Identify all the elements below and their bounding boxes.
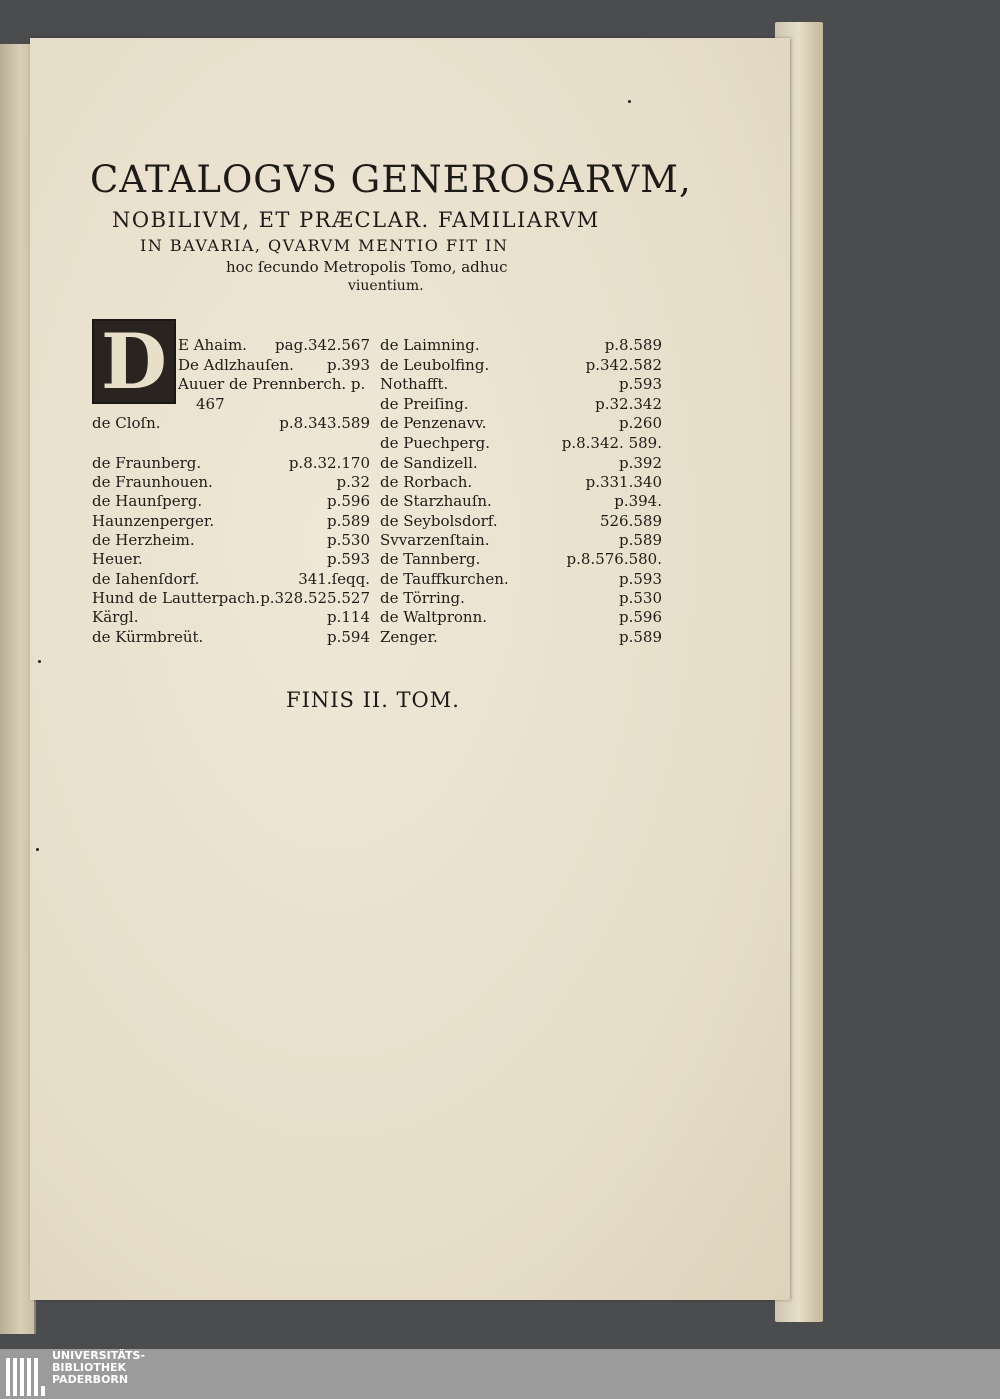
left-entry-name: de Cloſn.	[92, 414, 161, 432]
right-entry-name: de Törring.	[380, 589, 465, 607]
right-entry-page: p.593	[618, 570, 662, 588]
ink-speck	[36, 848, 39, 851]
right-entry-name: de Waltpronn.	[380, 608, 488, 626]
left-entry-name: E Ahaim.	[178, 336, 247, 354]
right-entry-name: de Rorbach.	[380, 473, 473, 491]
right-entry-name: de Puechperg.	[380, 434, 490, 452]
right-entry-page: p.342.582	[585, 356, 662, 374]
left-entry-name: Haunzenperger.	[92, 512, 215, 530]
left-entry-name: de Haunſperg.	[92, 492, 203, 510]
catalog-title: CATALOGVS GENEROSARVM,	[90, 158, 692, 201]
left-entry-name: Heuer.	[92, 550, 143, 568]
right-entry-name: de Tauffkurchen.	[380, 570, 509, 588]
library-line-2: BIBLIOTHEK	[52, 1361, 127, 1374]
left-entry-name: de Kürmbreüt.	[92, 628, 204, 646]
left-entry-name: De Adlzhauſen.	[178, 356, 294, 374]
left-entry-page: p.328.525.527	[260, 589, 370, 607]
left-entry-page: 341.ſeqq.	[298, 570, 370, 588]
right-entry-page: p.394.	[614, 492, 662, 510]
left-entry-name: 467	[196, 395, 225, 413]
right-entry-page: p.589	[618, 531, 662, 549]
left-entry-page: p.596	[326, 492, 370, 510]
left-entry-page: p.589	[326, 512, 370, 530]
left-entry-page: p.8.32.170	[288, 454, 370, 472]
decorated-initial	[92, 316, 176, 406]
right-entry-page: p.593	[618, 375, 662, 393]
right-entry-page: p.530	[618, 589, 662, 607]
right-entry-name: Zenger.	[380, 628, 438, 646]
right-entry-page: p.260	[618, 414, 662, 432]
left-entry-name: de Fraunhouen.	[92, 473, 213, 491]
right-entry-name: de Seybolsdorf.	[380, 512, 498, 530]
left-entry-name: Auuer de Prennberch. p.	[178, 375, 366, 393]
right-entry-name: de Starzhauſn.	[380, 492, 492, 510]
library-logo-icon	[0, 1352, 46, 1396]
finis-line: FINIS II. TOM.	[286, 688, 460, 712]
right-entry-page: 526.589	[599, 512, 662, 530]
library-line-1: UNIVERSITÄTS-	[52, 1349, 146, 1362]
ink-speck	[38, 660, 41, 663]
catalog-subtitle-4: viuentium.	[348, 278, 424, 294]
right-entry-name: de Leubolfing.	[380, 356, 490, 374]
left-entry-page: p.530	[326, 531, 370, 549]
left-entry-page: pag.342.567	[275, 336, 370, 354]
right-entry-page: p.8.589	[604, 336, 662, 354]
right-entry-name: de Laimning.	[380, 336, 480, 354]
right-entry-page: p.8.342. 589.	[561, 434, 662, 452]
right-entry-name: de Tannberg.	[380, 550, 481, 568]
catalog-subtitle-2: IN BAVARIA, QVARVM MENTIO FIT IN	[140, 236, 509, 255]
right-entry-name: de Preiſing.	[380, 395, 469, 413]
right-entry-page: p.589	[618, 628, 662, 646]
left-entry-name: Hund de Lautterpach.	[92, 589, 261, 607]
right-entry-page: p.32.342	[595, 395, 662, 413]
right-entry-name: Svvarzenſtain.	[380, 531, 490, 549]
right-entry-name: de Penzenavv.	[380, 414, 487, 432]
left-entry-name: de Iahenſdorf.	[92, 570, 200, 588]
left-entry-page: p.593	[326, 550, 370, 568]
catalog-subtitle-3: hoc ſecundo Metropolis Tomo, adhuc	[226, 258, 508, 276]
left-entry-page: p.114	[326, 608, 370, 626]
right-entry-name: Nothafft.	[380, 375, 449, 393]
right-entry-page: p.331.340	[585, 473, 662, 491]
right-entry-page: p.392	[618, 454, 662, 472]
footer-bar	[0, 1349, 1000, 1399]
catalog-subtitle-1: NOBILIVM, ET PRÆCLAR. FAMILIARVM	[112, 208, 600, 232]
right-entry-name: de Sandizell.	[380, 454, 478, 472]
left-entry-name: de Herzheim.	[92, 531, 195, 549]
left-entry-page: p.393	[326, 356, 370, 374]
left-entry-page: p.32	[336, 473, 370, 491]
right-entry-page: p.596	[618, 608, 662, 626]
ink-speck	[628, 100, 631, 103]
initial-letter: D	[101, 316, 167, 406]
left-entry-name: Kärgl.	[92, 608, 139, 626]
library-logo-text	[52, 1350, 145, 1386]
library-line-3: PADERBORN	[52, 1373, 129, 1386]
left-entry-page: p.594	[326, 628, 370, 646]
right-entry-page: p.8.576.580.	[566, 550, 662, 568]
left-entry-name: de Fraunberg.	[92, 454, 202, 472]
book-page	[30, 38, 790, 1300]
left-entry-page: p.8.343.589	[279, 414, 370, 432]
